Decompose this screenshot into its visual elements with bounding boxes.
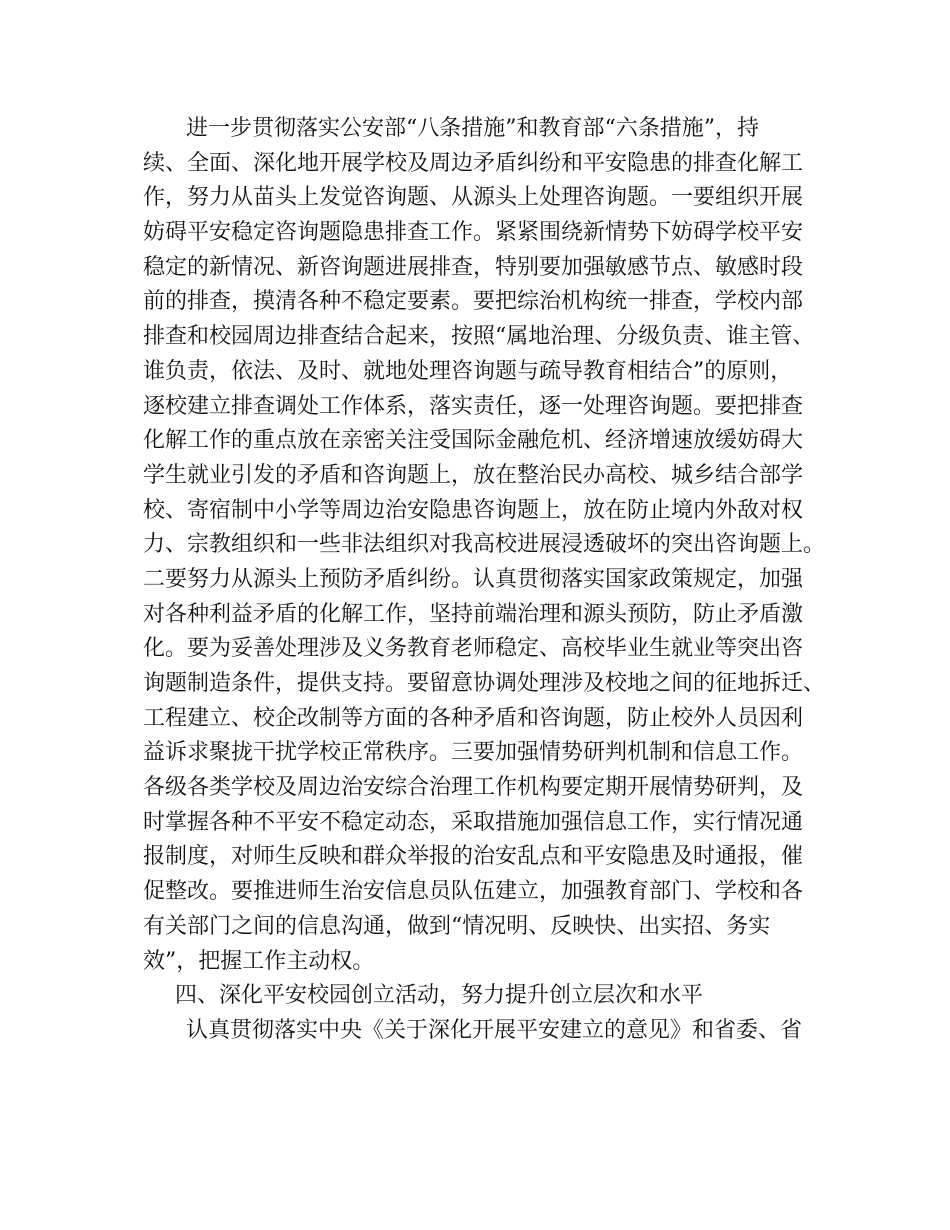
paragraph-line: 稳定的新情况、新咨询题进展排查，特别要加强敏感节点、敏感时段 (143, 254, 804, 280)
paragraph-line: 促整改。要推进师生治安信息员队伍建立，加强教育部门、学校和各 (143, 879, 804, 905)
paragraph-line: 排查和校园周边排查结合起来，按照“属地治理、分级负责、谁主管、 (143, 324, 815, 350)
paragraph-line: 作，努力从苗头上发觉咨询题、从源头上处理咨询题。一要组织开展 (143, 185, 804, 211)
paragraph-line: 对各种利益矛盾的化解工作，坚持前端治理和源头预防，防止矛盾激 (143, 601, 804, 627)
paragraph-line: 益诉求聚拢干扰学校正常秩序。三要加强情势研判机制和信息工作。 (143, 740, 804, 766)
paragraph-line: 各级各类学校及周边治安综合治理工作机构要定期开展情势研判，及 (143, 775, 804, 801)
paragraph-line: 效”，把握工作主动权。 (143, 948, 375, 974)
paragraph-line: 工程建立、校企改制等方面的各种矛盾和咨询题，防止校外人员因利 (143, 705, 804, 731)
paragraph-line: 进一步贯彻落实公安部“八条措施”和教育部“六条措施”，持 (186, 116, 759, 141)
section-heading: 四、深化平安校园创立活动，努力提升创立层次和水平 (175, 983, 704, 1009)
paragraph-line: 有关部门之间的信息沟通，做到“情况明、反映快、出实招、务实 (143, 913, 771, 939)
paragraph-line: 校、寄宿制中小学等周边治安隐患咨询题上，放在防止境内外敌对权 (143, 497, 804, 523)
paragraph-line: 报制度，对师生反映和群众举报的治安乱点和平安隐患及时通报，催 (143, 844, 804, 870)
paragraph-line: 二要努力从源头上预防矛盾纠纷。认真贯彻落实国家政策规定，加强 (143, 566, 804, 592)
paragraph-line: 询题制造条件，提供支持。要留意协调处理涉及校地之间的征地拆迁、 (143, 671, 826, 696)
paragraph-line: 妨碍平安稳定咨询题隐患排查工作。紧紧围绕新情势下妨碍学校平安 (143, 220, 804, 246)
paragraph-line: 续、全面、深化地开展学校及周边矛盾纠纷和平安隐患的排查化解工 (143, 150, 804, 176)
paragraph-line: 学生就业引发的矛盾和咨询题上，放在整治民办高校、城乡结合部学 (143, 462, 804, 488)
paragraph-line: 前的排查，摸清各种不稳定要素。要把综治机构统一排查，学校内部 (143, 289, 804, 315)
paragraph-line: 谁负责，依法、及时、就地处理咨询题与疏导教育相结合”的原则， (143, 358, 793, 384)
paragraph-line: 力、宗教组织和一些非法组织对我高校进展浸透破坏的突出咨询题上。 (143, 532, 826, 558)
paragraph-line: 化解工作的重点放在亲密关注受国际金融危机、经济增速放缓妨碍大 (143, 428, 804, 454)
paragraph-line: 时掌握各种不平安不稳定动态，采取措施加强信息工作，实行情况通 (143, 809, 804, 835)
document-body (143, 112, 833, 1049)
paragraph-line: 认真贯彻落实中央《关于深化开展平安建立的意见》和省委、省 (186, 1017, 803, 1043)
paragraph-line: 逐校建立排查调处工作体系，落实责任，逐一处理咨询题。要把排查 (143, 393, 804, 419)
paragraph-line: 化。要为妥善处理涉及义务教育老师稳定、高校毕业生就业等突出咨 (143, 636, 804, 662)
